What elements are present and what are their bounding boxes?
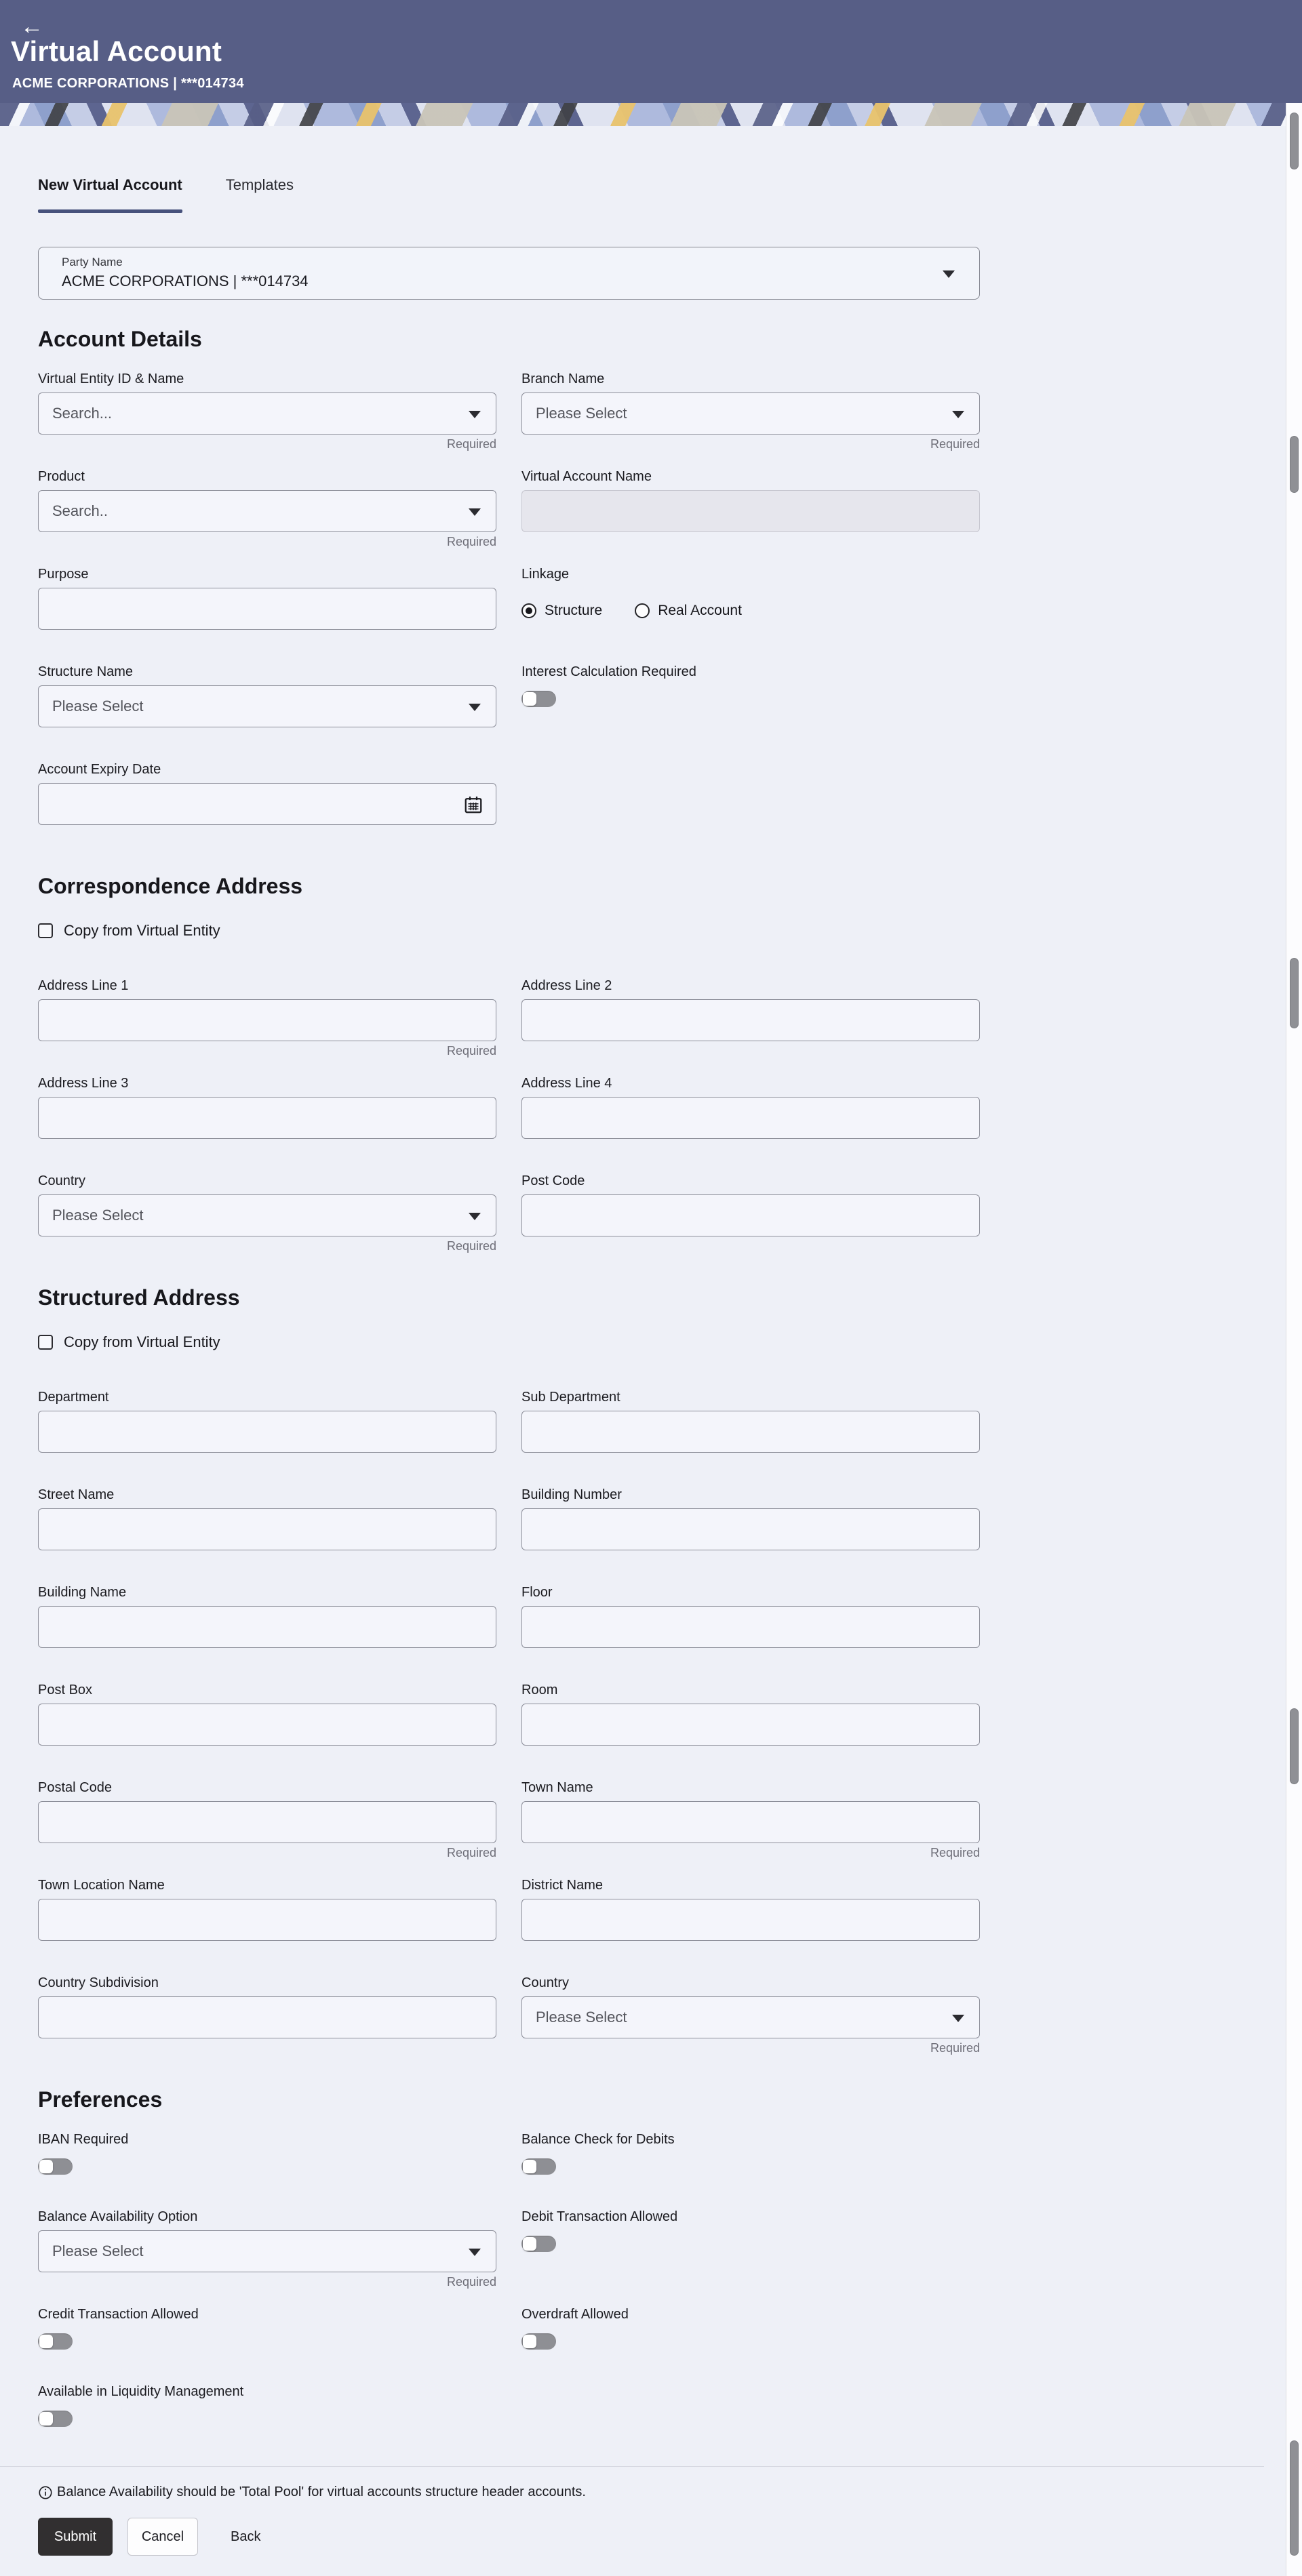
field-structure-name bbox=[38, 664, 496, 745]
tab-bar bbox=[38, 176, 980, 203]
form-content bbox=[38, 126, 980, 2556]
product-search-select[interactable] bbox=[38, 490, 496, 532]
section-heading-structured-address: Structured Address bbox=[38, 1285, 240, 1310]
toggle-knob bbox=[39, 2335, 53, 2348]
purpose-label: Purpose bbox=[38, 567, 89, 582]
page-header bbox=[0, 0, 1302, 103]
field-credit-transaction-allowed bbox=[38, 2306, 496, 2367]
debit-transaction-allowed-label: Debit Transaction Allowed bbox=[521, 2209, 678, 2224]
radio-structure-label: Structure bbox=[545, 603, 603, 618]
radio-dot-icon bbox=[521, 603, 536, 618]
correspondence-country-placeholder: Please Select bbox=[52, 1207, 144, 1224]
field-overdraft-allowed bbox=[521, 2306, 980, 2367]
chevron-down-icon bbox=[952, 2015, 964, 2022]
field-floor bbox=[521, 1584, 980, 1666]
field-sub-department bbox=[521, 1389, 980, 1470]
chevron-down-icon bbox=[943, 270, 955, 278]
address-line-2-input[interactable] bbox=[521, 999, 980, 1041]
floor-input[interactable] bbox=[521, 1606, 980, 1648]
scrollbar-thumb[interactable] bbox=[1290, 113, 1299, 169]
country-subdivision-label: Country Subdivision bbox=[38, 1975, 159, 1990]
scrollbar-thumb[interactable] bbox=[1290, 2440, 1299, 2556]
virtual-account-name-label: Virtual Account Name bbox=[521, 469, 652, 484]
available-in-liquidity-management-label: Available in Liquidity Management bbox=[38, 2384, 244, 2399]
correspondence-country-select[interactable] bbox=[38, 1194, 496, 1236]
required-hint: Required bbox=[446, 1239, 496, 1253]
field-room bbox=[521, 1682, 980, 1763]
building-name-label: Building Name bbox=[38, 1585, 127, 1600]
checkbox-icon[interactable] bbox=[38, 923, 53, 938]
copy-from-virtual-entity-label: Copy from Virtual Entity bbox=[64, 922, 220, 939]
district-name-input[interactable] bbox=[521, 1899, 980, 1941]
purpose-input[interactable] bbox=[38, 588, 496, 630]
structured-country-label: Country bbox=[521, 1975, 570, 1990]
address-line-1-input[interactable] bbox=[38, 999, 496, 1041]
balance-availability-option-placeholder: Please Select bbox=[52, 2242, 144, 2259]
field-postal-code bbox=[38, 1779, 496, 1861]
toggle-knob bbox=[523, 2335, 536, 2348]
postal-code-label: Postal Code bbox=[38, 1780, 112, 1795]
postal-code-input[interactable] bbox=[38, 1801, 496, 1843]
page-scrollbar[interactable] bbox=[1286, 103, 1302, 2576]
debit-transaction-allowed-toggle[interactable] bbox=[521, 2236, 556, 2252]
radio-real-account-label: Real Account bbox=[658, 603, 742, 618]
field-available-in-liquidity-management bbox=[38, 2383, 496, 2427]
post-code-label: Post Code bbox=[521, 1173, 585, 1188]
correspondence-country-label: Country bbox=[38, 1173, 86, 1188]
virtual-entity-label: Virtual Entity ID & Name bbox=[38, 371, 184, 386]
department-label: Department bbox=[38, 1390, 109, 1405]
balance-check-for-debits-label: Balance Check for Debits bbox=[521, 2132, 675, 2147]
field-structured-country bbox=[521, 1975, 980, 2056]
building-number-label: Building Number bbox=[521, 1487, 622, 1502]
info-message bbox=[38, 2484, 980, 2500]
building-name-input[interactable] bbox=[38, 1606, 496, 1648]
linkage-radio-group bbox=[521, 597, 980, 624]
account-expiry-date-label: Account Expiry Date bbox=[38, 762, 161, 777]
scrollbar-thumb[interactable] bbox=[1290, 958, 1299, 1028]
calendar-icon[interactable] bbox=[463, 794, 484, 815]
required-hint: Required bbox=[446, 535, 496, 548]
radio-dot-icon bbox=[635, 603, 650, 618]
decorative-collage-band bbox=[0, 103, 1286, 126]
product-placeholder: Search.. bbox=[52, 502, 108, 519]
field-linkage bbox=[521, 566, 980, 647]
field-building-number bbox=[521, 1487, 980, 1568]
chevron-down-icon bbox=[952, 411, 964, 418]
linkage-label: Linkage bbox=[521, 567, 570, 582]
branch-name-placeholder: Please Select bbox=[536, 405, 627, 422]
overdraft-allowed-label: Overdraft Allowed bbox=[521, 2307, 629, 2322]
post-code-input[interactable] bbox=[521, 1194, 980, 1236]
field-balance-check-for-debits bbox=[521, 2131, 980, 2192]
field-branch-name bbox=[521, 371, 980, 452]
toggle-knob bbox=[523, 692, 536, 706]
sub-department-input[interactable] bbox=[521, 1411, 980, 1453]
field-balance-availability-option bbox=[38, 2209, 496, 2290]
town-name-label: Town Name bbox=[521, 1780, 593, 1795]
chevron-down-icon bbox=[469, 411, 481, 418]
credit-transaction-allowed-label: Credit Transaction Allowed bbox=[38, 2307, 199, 2322]
party-name-select[interactable] bbox=[38, 247, 980, 300]
structure-name-placeholder: Please Select bbox=[52, 698, 144, 715]
field-street-name bbox=[38, 1487, 496, 1568]
field-town-location-name bbox=[38, 1877, 496, 1958]
field-address-line-2 bbox=[521, 978, 980, 1059]
address-line-1-label: Address Line 1 bbox=[38, 978, 129, 993]
field-post-box bbox=[38, 1682, 496, 1763]
back-arrow-icon[interactable]: ← bbox=[20, 14, 43, 39]
required-hint: Required bbox=[446, 1846, 496, 1859]
virtual-entity-search-select[interactable] bbox=[38, 393, 496, 435]
section-heading-account-details: Account Details bbox=[38, 327, 202, 351]
iban-required-toggle[interactable] bbox=[38, 2158, 73, 2175]
field-country-subdivision bbox=[38, 1975, 496, 2056]
district-name-label: District Name bbox=[521, 1878, 604, 1893]
branch-name-select[interactable] bbox=[521, 393, 980, 435]
field-building-name bbox=[38, 1584, 496, 1666]
branch-name-label: Branch Name bbox=[521, 371, 605, 386]
iban-required-label: IBAN Required bbox=[38, 2132, 129, 2147]
room-label: Room bbox=[521, 1683, 558, 1697]
required-hint: Required bbox=[446, 2275, 496, 2289]
field-post-code bbox=[521, 1173, 980, 1254]
field-correspondence-country bbox=[38, 1173, 496, 1254]
back-button[interactable]: Back bbox=[213, 2518, 278, 2556]
section-heading-correspondence-address: Correspondence Address bbox=[38, 874, 303, 898]
field-account-expiry-date bbox=[38, 761, 496, 843]
cancel-button[interactable]: Cancel bbox=[127, 2518, 198, 2556]
copy-from-virtual-entity-structured[interactable] bbox=[38, 1333, 980, 1351]
address-line-4-label: Address Line 4 bbox=[521, 1076, 612, 1091]
street-name-input[interactable] bbox=[38, 1508, 496, 1550]
required-hint: Required bbox=[446, 437, 496, 451]
balance-availability-option-label: Balance Availability Option bbox=[38, 2209, 198, 2224]
field-address-line-1 bbox=[38, 978, 496, 1059]
town-location-name-label: Town Location Name bbox=[38, 1878, 165, 1893]
radio-real-account[interactable] bbox=[635, 603, 742, 619]
structure-name-label: Structure Name bbox=[38, 664, 134, 679]
country-subdivision-input[interactable] bbox=[38, 1996, 496, 2038]
structure-name-select[interactable] bbox=[38, 685, 496, 727]
credit-transaction-allowed-toggle[interactable] bbox=[38, 2333, 73, 2350]
overdraft-allowed-toggle[interactable] bbox=[521, 2333, 556, 2350]
toggle-knob bbox=[523, 2237, 536, 2251]
address-line-3-label: Address Line 3 bbox=[38, 1076, 129, 1091]
interest-calculation-toggle[interactable] bbox=[521, 691, 556, 707]
submit-button[interactable]: Submit bbox=[38, 2518, 113, 2556]
scrollbar-thumb[interactable] bbox=[1290, 1708, 1299, 1784]
virtual-account-name-input bbox=[521, 490, 980, 532]
field-virtual-account-name bbox=[521, 468, 980, 550]
building-number-input[interactable] bbox=[521, 1508, 980, 1550]
address-line-4-input[interactable] bbox=[521, 1097, 980, 1139]
field-department bbox=[38, 1389, 496, 1470]
tab-new-virtual-account[interactable]: New Virtual Account bbox=[38, 176, 182, 203]
field-product bbox=[38, 468, 496, 550]
toggle-knob bbox=[39, 2412, 53, 2426]
field-debit-transaction-allowed bbox=[521, 2209, 980, 2290]
field-purpose bbox=[38, 566, 496, 647]
chevron-down-icon bbox=[469, 508, 481, 516]
street-name-label: Street Name bbox=[38, 1487, 115, 1502]
account-expiry-date-input[interactable] bbox=[38, 783, 496, 825]
balance-availability-option-select[interactable] bbox=[38, 2230, 496, 2272]
chevron-down-icon bbox=[469, 1213, 481, 1220]
interest-calculation-label: Interest Calculation Required bbox=[521, 664, 696, 679]
town-name-input[interactable] bbox=[521, 1801, 980, 1843]
floor-label: Floor bbox=[521, 1585, 553, 1600]
radio-structure[interactable] bbox=[521, 603, 602, 619]
field-district-name bbox=[521, 1877, 980, 1958]
section-heading-preferences: Preferences bbox=[38, 2087, 163, 2112]
sub-department-label: Sub Department bbox=[521, 1390, 620, 1405]
field-iban-required bbox=[38, 2131, 496, 2192]
scrollbar-thumb[interactable] bbox=[1290, 436, 1299, 493]
info-icon bbox=[38, 2485, 53, 2500]
required-hint: Required bbox=[930, 2041, 980, 2055]
chevron-down-icon bbox=[469, 704, 481, 711]
page-subtitle: ACME CORPORATIONS | ***014734 bbox=[12, 76, 244, 91]
field-interest-calculation bbox=[521, 664, 980, 745]
post-box-label: Post Box bbox=[38, 1683, 93, 1697]
field-town-name bbox=[521, 1779, 980, 1861]
copy-from-virtual-entity-correspondence[interactable] bbox=[38, 922, 980, 940]
structured-country-placeholder: Please Select bbox=[536, 2009, 627, 2026]
address-line-2-label: Address Line 2 bbox=[521, 978, 612, 993]
checkbox-icon[interactable] bbox=[38, 1335, 53, 1350]
address-line-3-input[interactable] bbox=[38, 1097, 496, 1139]
chevron-down-icon bbox=[469, 2249, 481, 2256]
product-label: Product bbox=[38, 469, 85, 484]
info-text: Balance Availability should be 'Total Pool' for virtual accounts structure header accounts. bbox=[57, 2484, 586, 2499]
field-address-line-3 bbox=[38, 1075, 496, 1156]
page-title: Virtual Account bbox=[11, 35, 222, 67]
tab-templates[interactable]: Templates bbox=[225, 176, 294, 193]
required-hint: Required bbox=[930, 1846, 980, 1859]
virtual-entity-placeholder: Search... bbox=[52, 405, 113, 422]
available-in-liquidity-management-toggle[interactable] bbox=[38, 2411, 73, 2427]
field-virtual-entity bbox=[38, 371, 496, 452]
required-hint: Required bbox=[930, 437, 980, 451]
toggle-knob bbox=[39, 2160, 53, 2173]
party-name-label: Party Name bbox=[62, 256, 123, 268]
toggle-knob bbox=[523, 2160, 536, 2173]
party-name-value: ACME CORPORATIONS | ***014734 bbox=[62, 273, 309, 289]
copy-from-virtual-entity-label: Copy from Virtual Entity bbox=[64, 1333, 220, 1350]
required-hint: Required bbox=[446, 1044, 496, 1058]
action-buttons bbox=[38, 2518, 980, 2556]
balance-check-for-debits-toggle[interactable] bbox=[521, 2158, 556, 2175]
structured-country-select[interactable] bbox=[521, 1996, 980, 2038]
post-box-input[interactable] bbox=[38, 1704, 496, 1746]
footer-divider bbox=[0, 2466, 1264, 2467]
room-input[interactable] bbox=[521, 1704, 980, 1746]
department-input[interactable] bbox=[38, 1411, 496, 1453]
town-location-name-input[interactable] bbox=[38, 1899, 496, 1941]
field-address-line-4 bbox=[521, 1075, 980, 1156]
